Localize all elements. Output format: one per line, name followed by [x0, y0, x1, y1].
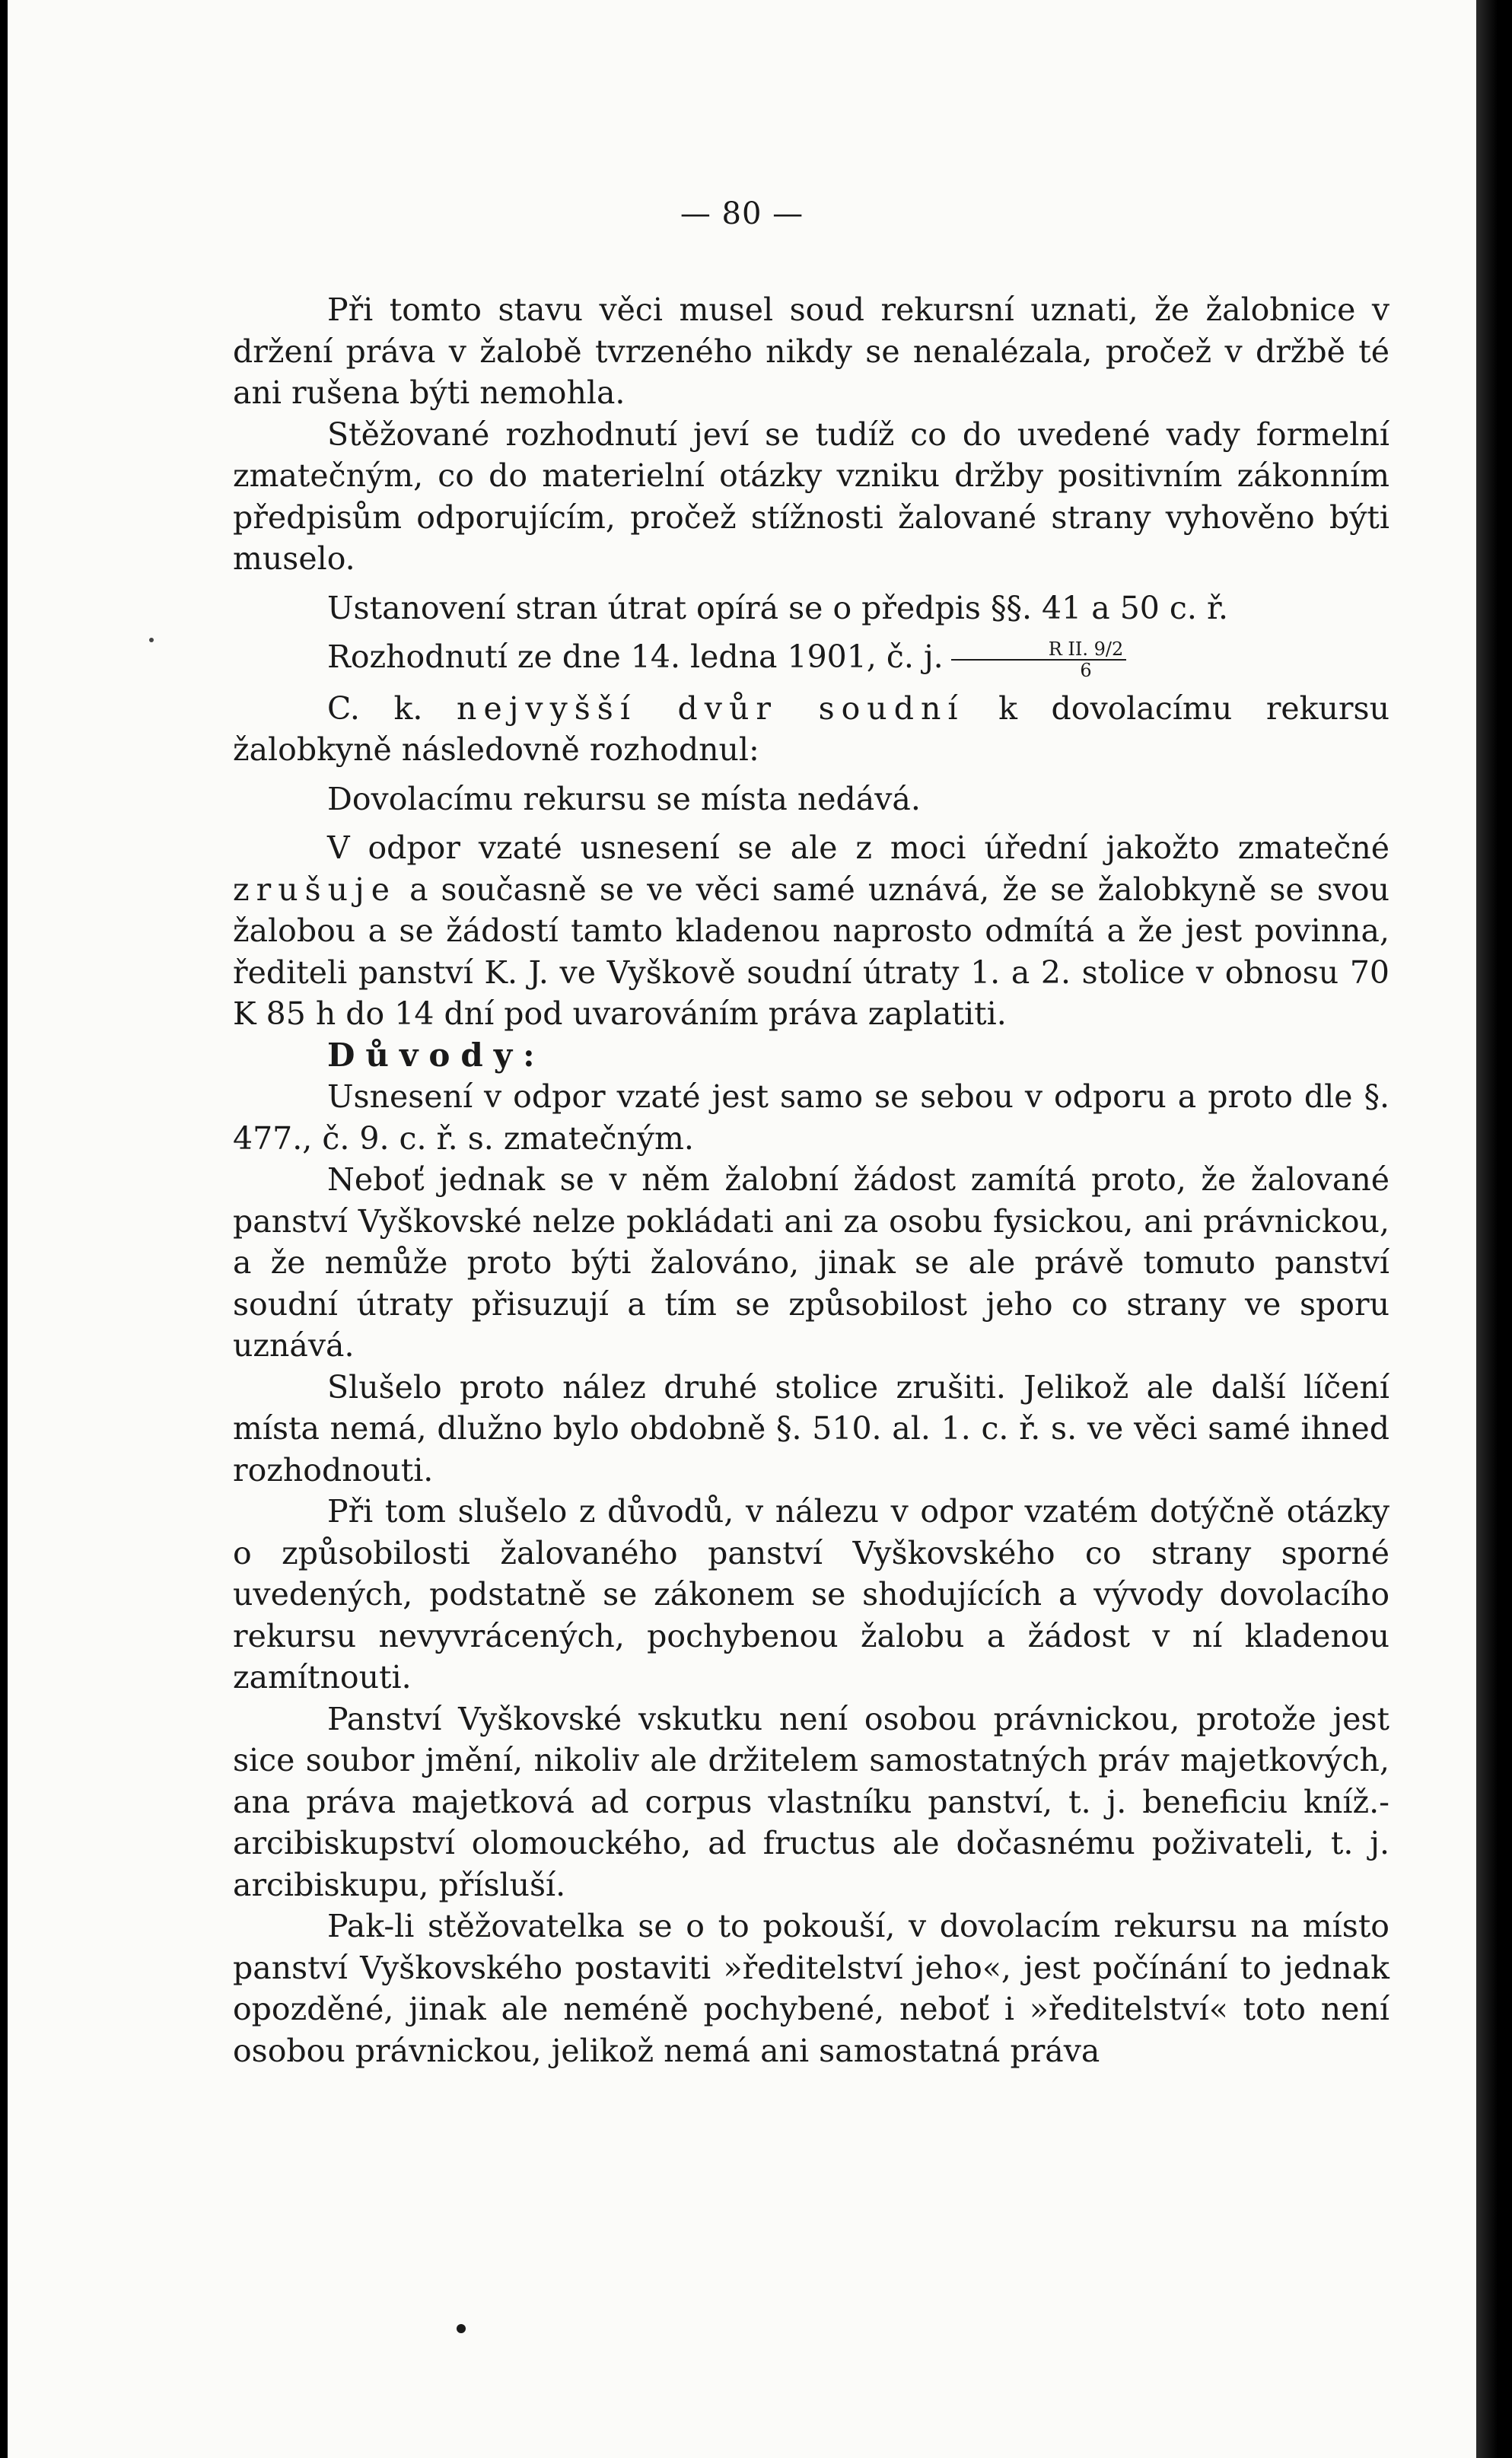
court-name: nejvyšší dvůr soudní — [457, 689, 965, 727]
decision-date-text: Rozhodnutí ze dne 14. ledna 1901, č. j. — [327, 638, 944, 675]
book-page — [8, 0, 1476, 2458]
section-heading: Důvody: — [327, 1036, 546, 1074]
paragraph: Dovolacímu rekursu se místa nedává. — [327, 780, 921, 817]
paragraph-court — [233, 688, 1389, 771]
paragraph: Při tomto stavu věci musel soud rekursní uznati, že žalobnice v držení práva v žalobě tvrzeného nikdy se nenalézala, pročež v držbě té ani rušena býti nemohla. — [233, 291, 1389, 411]
stray-mark — [149, 638, 154, 642]
paragraph-decision-date — [233, 636, 1389, 680]
case-number-fraction — [951, 639, 1127, 680]
court-decision-intro: k dovolacímu rekursu žalobkyně následovně rozhodnul: — [233, 689, 1389, 768]
paragraph: Při tom slušelo z důvodů, v nálezu v odpor vzatém dotýčně otázky o způsobilosti žalovaného panství Vyškovského co strany sporné uvedených, podstatně se zákonem se shodujících a vývody dovolacího rekursu nevyvrácených, pochybenou žalobu a žádost v ní kladenou zamítnouti. — [233, 1493, 1389, 1695]
paragraph: Panství Vyškovské vskutku není osobou právnickou, protože jest sice soubor jmění, nikoliv ale držitelem samostatných práv majetkových, ana práva majetková ad corpus vlastníku panství, t. j. beneficiu kníž.-arcibiskupství olomouckého, ad fructus ale dočasnému poživateli, t. j. arcibiskupu, přísluší. — [233, 1700, 1389, 1903]
court-prefix: C. k. — [327, 689, 423, 727]
fraction-denominator: 6 — [1080, 659, 1092, 681]
fraction-numerator: R II. 9/2 — [951, 639, 1127, 661]
paragraph: Pak-li stěžovatelka se o to pokouší, v dovolacím rekursu na místo panství Vyškovského postaviti »ředitelství jeho«, jest počínání to jednak opozděné, jinak ale neméně pochybené, neboť i »ředitelství« toto není osobou právnickou, jelikož nemá ani samostatná práva — [233, 1908, 1389, 2069]
page-number: — 80 — — [680, 196, 804, 231]
paragraph: Usnesení v odpor vzaté jest samo se sebou v odporu a proto dle §. 477., č. 9. c. ř. s. zmatečným. — [233, 1078, 1389, 1157]
body-text — [233, 289, 1389, 2071]
paragraph: Stěžované rozhodnutí jeví se tudíž co do uvedené vady formelní zmatečným, co do materielní otázky vzniku držby positivním zákonním předpisům odporujícím, pročež stížnosti žalované strany vyhověno býti muselo. — [233, 416, 1389, 577]
ruling-part-1: V odpor vzaté usnesení se ale z moci úřední jakožto zmatečné — [327, 829, 1389, 866]
page-edge — [1476, 0, 1512, 2458]
ruling-keyword: zrušuje — [233, 871, 397, 908]
paragraph-ruling — [233, 827, 1389, 1035]
paragraph: Slušelo proto nález druhé stolice zrušiti. Jelikož ale další líčení místa nemá, dlužno bylo obdobně §. 510. al. 1. c. ř. s. ve věci samé ihned rozhodnouti. — [233, 1368, 1389, 1488]
bottom-dot — [457, 2324, 466, 2333]
ruling-part-2: a současně se ve věci samé uznává, že se žalobkyně se svou žalobou a se žádostí tamto kladenou naprosto odmítá a že jest povinna, řediteli panství K. J. ve Vyškově soudní útraty 1. a 2. stolice v obnosu 70 K 85 h do 14 dní pod uvarováním práva zaplatiti. — [233, 871, 1389, 1032]
paragraph: Neboť jednak se v něm žalobní žádost zamítá proto, že žalované panství Vyškovské nelze pokládati ani za osobu fysickou, ani právnickou, a že nemůže proto býti žalováno, jinak se ale právě tomuto panství soudní útraty přisuzují a tím se způsobilost jeho co strany ve sporu uznává. — [233, 1161, 1389, 1364]
paragraph: Ustanovení stran útrat opírá se o předpis §§. 41 a 50 c. ř. — [327, 589, 1229, 626]
